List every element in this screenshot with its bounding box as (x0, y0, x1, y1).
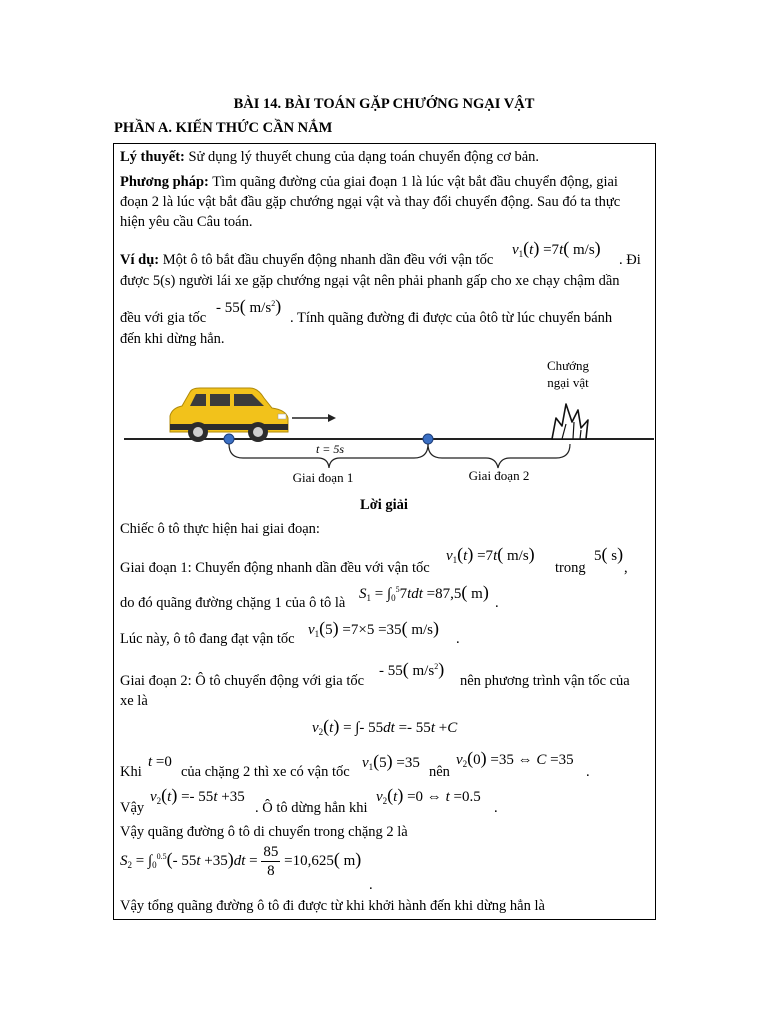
time-label: t = 5s (315, 442, 345, 456)
motion-diagram (118, 352, 654, 492)
velocity-equation-stage-2: $v_2(t)$ = ∫- 55dt =- 55t +C (312, 716, 458, 737)
velocity-function-stage-2: $v_2(t) =- 55t +35$ (150, 785, 245, 806)
example-line-3: đều với gia tốc (120, 310, 207, 326)
theory-paragraph (120, 148, 539, 166)
stage-2-label: Giai đoạn 2 (468, 468, 530, 483)
theory-label: Lý thuyết: (120, 149, 185, 165)
stage-1-line-2-dot: . (495, 595, 499, 611)
vay-middle-text: . Ô tô dừng hẳn khi (255, 800, 368, 816)
solution-heading: Lời giải (360, 497, 408, 513)
initial-condition: $v_2(0) =35$ ⇔ C =35 (456, 748, 574, 769)
stop-condition: $v_2(t) =0$ ⇔ t =0.5 (376, 785, 481, 806)
khi-label: Khi (120, 764, 142, 780)
distance-formula-stage-2: $S_2 = \int_0^{0.5}(-$ 55t +35)dt = $\frac{85}{8}$ =10,625( m) (120, 844, 362, 879)
stage-1-comma: , (624, 560, 628, 576)
stage-2-text-end: nên phương trình vận tốc của (460, 673, 630, 689)
stage-1-text: Giai đoạn 1: Chuyển động nhanh dần đều với vận tốc (120, 560, 430, 576)
stage-1-label: Giai đoạn 1 (292, 470, 354, 485)
example-line-4: đến khi dừng hẳn. (120, 331, 225, 347)
example-line-3-end: . Tính quãng đường đi được của ôtô từ lúc chuyển bánh (290, 310, 613, 326)
theory-text: Sử dụng lý thuyết chung của dạng toán chuyển động cơ bản. (184, 149, 540, 165)
example-line-1-end: . Đi (619, 252, 641, 268)
khi-middle-text: của chặng 2 thì xe có vận tốc (181, 764, 350, 780)
method-line-1: Phương pháp: Tìm quãng đường của giai đoạn 1 là lúc vật bắt đầu chuyển động, giai (120, 174, 618, 190)
example-line-1: Ví dụ: Một ô tô bắt đầu chuyển động nhanh dần đều với vận tốc (120, 252, 494, 268)
stage-2-line-2: xe là (120, 693, 148, 709)
stage-1-trong: trong (555, 560, 586, 576)
velocity-formula-1: $v_1(t) =7t$( m/s) (512, 238, 601, 259)
fraction: $\frac{85}{8}$ (263, 844, 279, 879)
distance-formula-stage-1: $S_1 = \int_0^57tdt =87,5$( m) (359, 582, 489, 603)
solution-intro: Chiếc ô tô thực hiện hai giai đoạn: (120, 521, 320, 537)
example-label: Ví dụ: (120, 252, 160, 268)
acceleration-stage-2: - 55( $m/s^2$) (379, 659, 445, 679)
stage-1-line-2: do đó quãng đường chặng 1 của ô tô là (120, 595, 346, 611)
velocity-at-5s: $v_1(5) =7\times 5 =35$( m/s) (308, 618, 439, 639)
vay-label: Vậy (120, 800, 145, 816)
obstacle-label-line-1: Chướng (546, 358, 590, 373)
example-line-2: được 5(s) người lái xe gặp chướng ngại vật nên phải phanh gấp cho xe chạy chậm dần (120, 273, 620, 289)
nen-label: nên (429, 764, 450, 780)
method-line-3: hiện yêu cầu Câu toán. (120, 214, 253, 230)
page-title: BÀI 14. BÀI TOÁN GẶP CHƯỚNG NGẠI VẬT (233, 96, 535, 112)
stage-1-line-3: Lúc này, ô tô đang đạt vận tốc (120, 631, 295, 647)
distance-stage-2-dot: . (369, 877, 373, 893)
acceleration-formula: - 55( $m/s^2$) (216, 296, 282, 316)
section-heading: PHẦN A. KIẾN THỨC CẦN NẮM (114, 120, 333, 136)
start-point (224, 434, 234, 444)
velocity-formula-stage-1: $v_1(t) =7t$( m/s) (446, 544, 535, 565)
stage-1-line-3-dot: . (456, 631, 460, 647)
total-distance-text: Vậy tổng quãng đường ô tô đi được từ khi khởi hành đến khi dừng hẳn là (120, 898, 545, 914)
method-line-2: đoạn 2 là lúc vật bắt đầu gặp chướng ngại vật và thay đổi chuyển động. Sau đó ta thực (120, 194, 621, 210)
time-interval: 5( s) (594, 544, 624, 564)
t-equals-zero: t =0 (148, 754, 172, 770)
obstacle-icon (552, 404, 588, 439)
obstacle-label-line-2: ngại vật (547, 375, 589, 390)
vay-dot: . (494, 800, 498, 816)
distance-stage-2-text: Vậy quãng đường ô tô di chuyển trong chặng 2 là (120, 824, 408, 840)
khi-dot: . (586, 764, 590, 780)
stage-boundary-point (423, 434, 433, 444)
method-label: Phương pháp: (120, 174, 209, 190)
stage-2-brace (428, 444, 570, 468)
v1-at-5: $v_1(5) =35$ (362, 751, 420, 772)
stage-2-text: Giai đoạn 2: Ô tô chuyển động với gia tốc (120, 673, 365, 689)
